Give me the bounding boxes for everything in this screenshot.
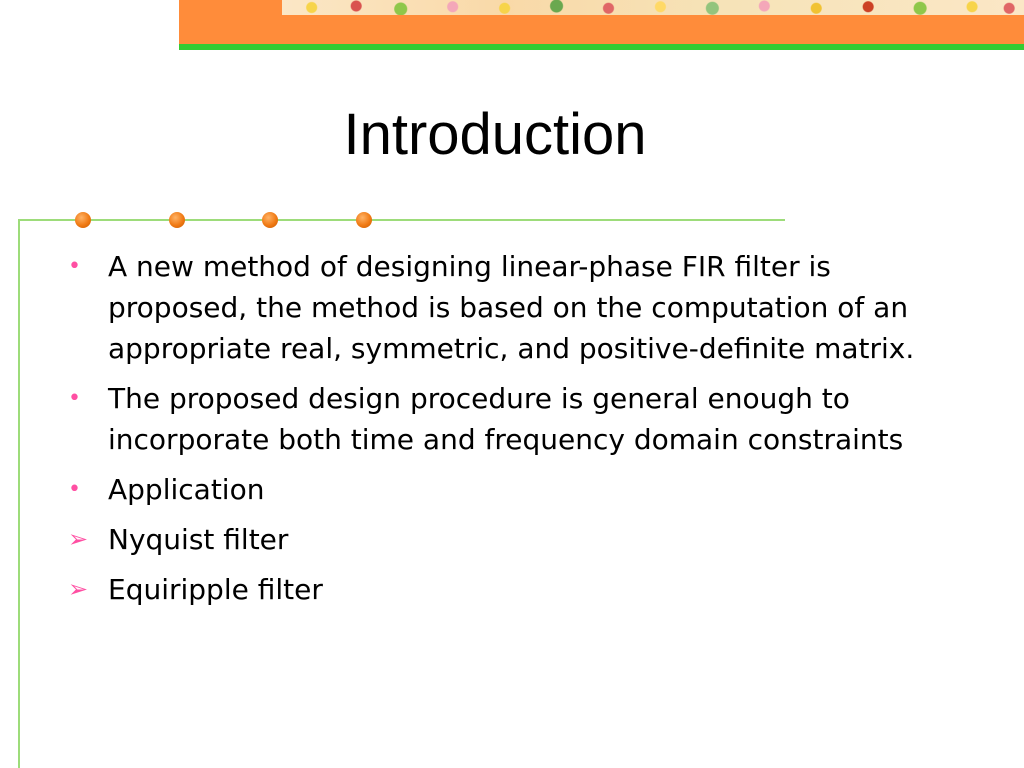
list-item <box>68 246 948 369</box>
floral-banner-image <box>282 0 1024 15</box>
bullet-dot-icon: • <box>68 477 81 502</box>
vertical-divider <box>18 219 20 768</box>
list-item-text: Application <box>108 473 265 506</box>
bullet-dot-icon: • <box>68 386 81 411</box>
decorative-dot <box>262 212 278 228</box>
header-accent-strip <box>179 44 1024 50</box>
list-item-text: The proposed design procedure is general enough to incorporate both time and frequency domain constraints <box>108 382 904 456</box>
list-item-text: Nyquist filter <box>108 523 289 556</box>
bullet-dot-icon: • <box>68 254 81 279</box>
list-item <box>68 519 948 560</box>
list-item <box>68 378 948 460</box>
decorative-dot <box>169 212 185 228</box>
slide-title: Introduction <box>343 102 647 167</box>
bullet-list <box>68 246 948 619</box>
list-item <box>68 569 948 610</box>
list-item <box>68 469 948 510</box>
bullet-arrow-icon: ➢ <box>68 575 89 603</box>
bullet-arrow-icon: ➢ <box>68 525 89 553</box>
horizontal-divider <box>18 219 785 221</box>
list-item-text: A new method of designing linear-phase FIR filter is proposed, the method is based on the computation of an appropriate real, symmetric, and positive-definite matrix. <box>108 250 915 365</box>
list-item-text: Equiripple filter <box>108 573 323 606</box>
decorative-dot <box>75 212 91 228</box>
decorative-dot <box>356 212 372 228</box>
